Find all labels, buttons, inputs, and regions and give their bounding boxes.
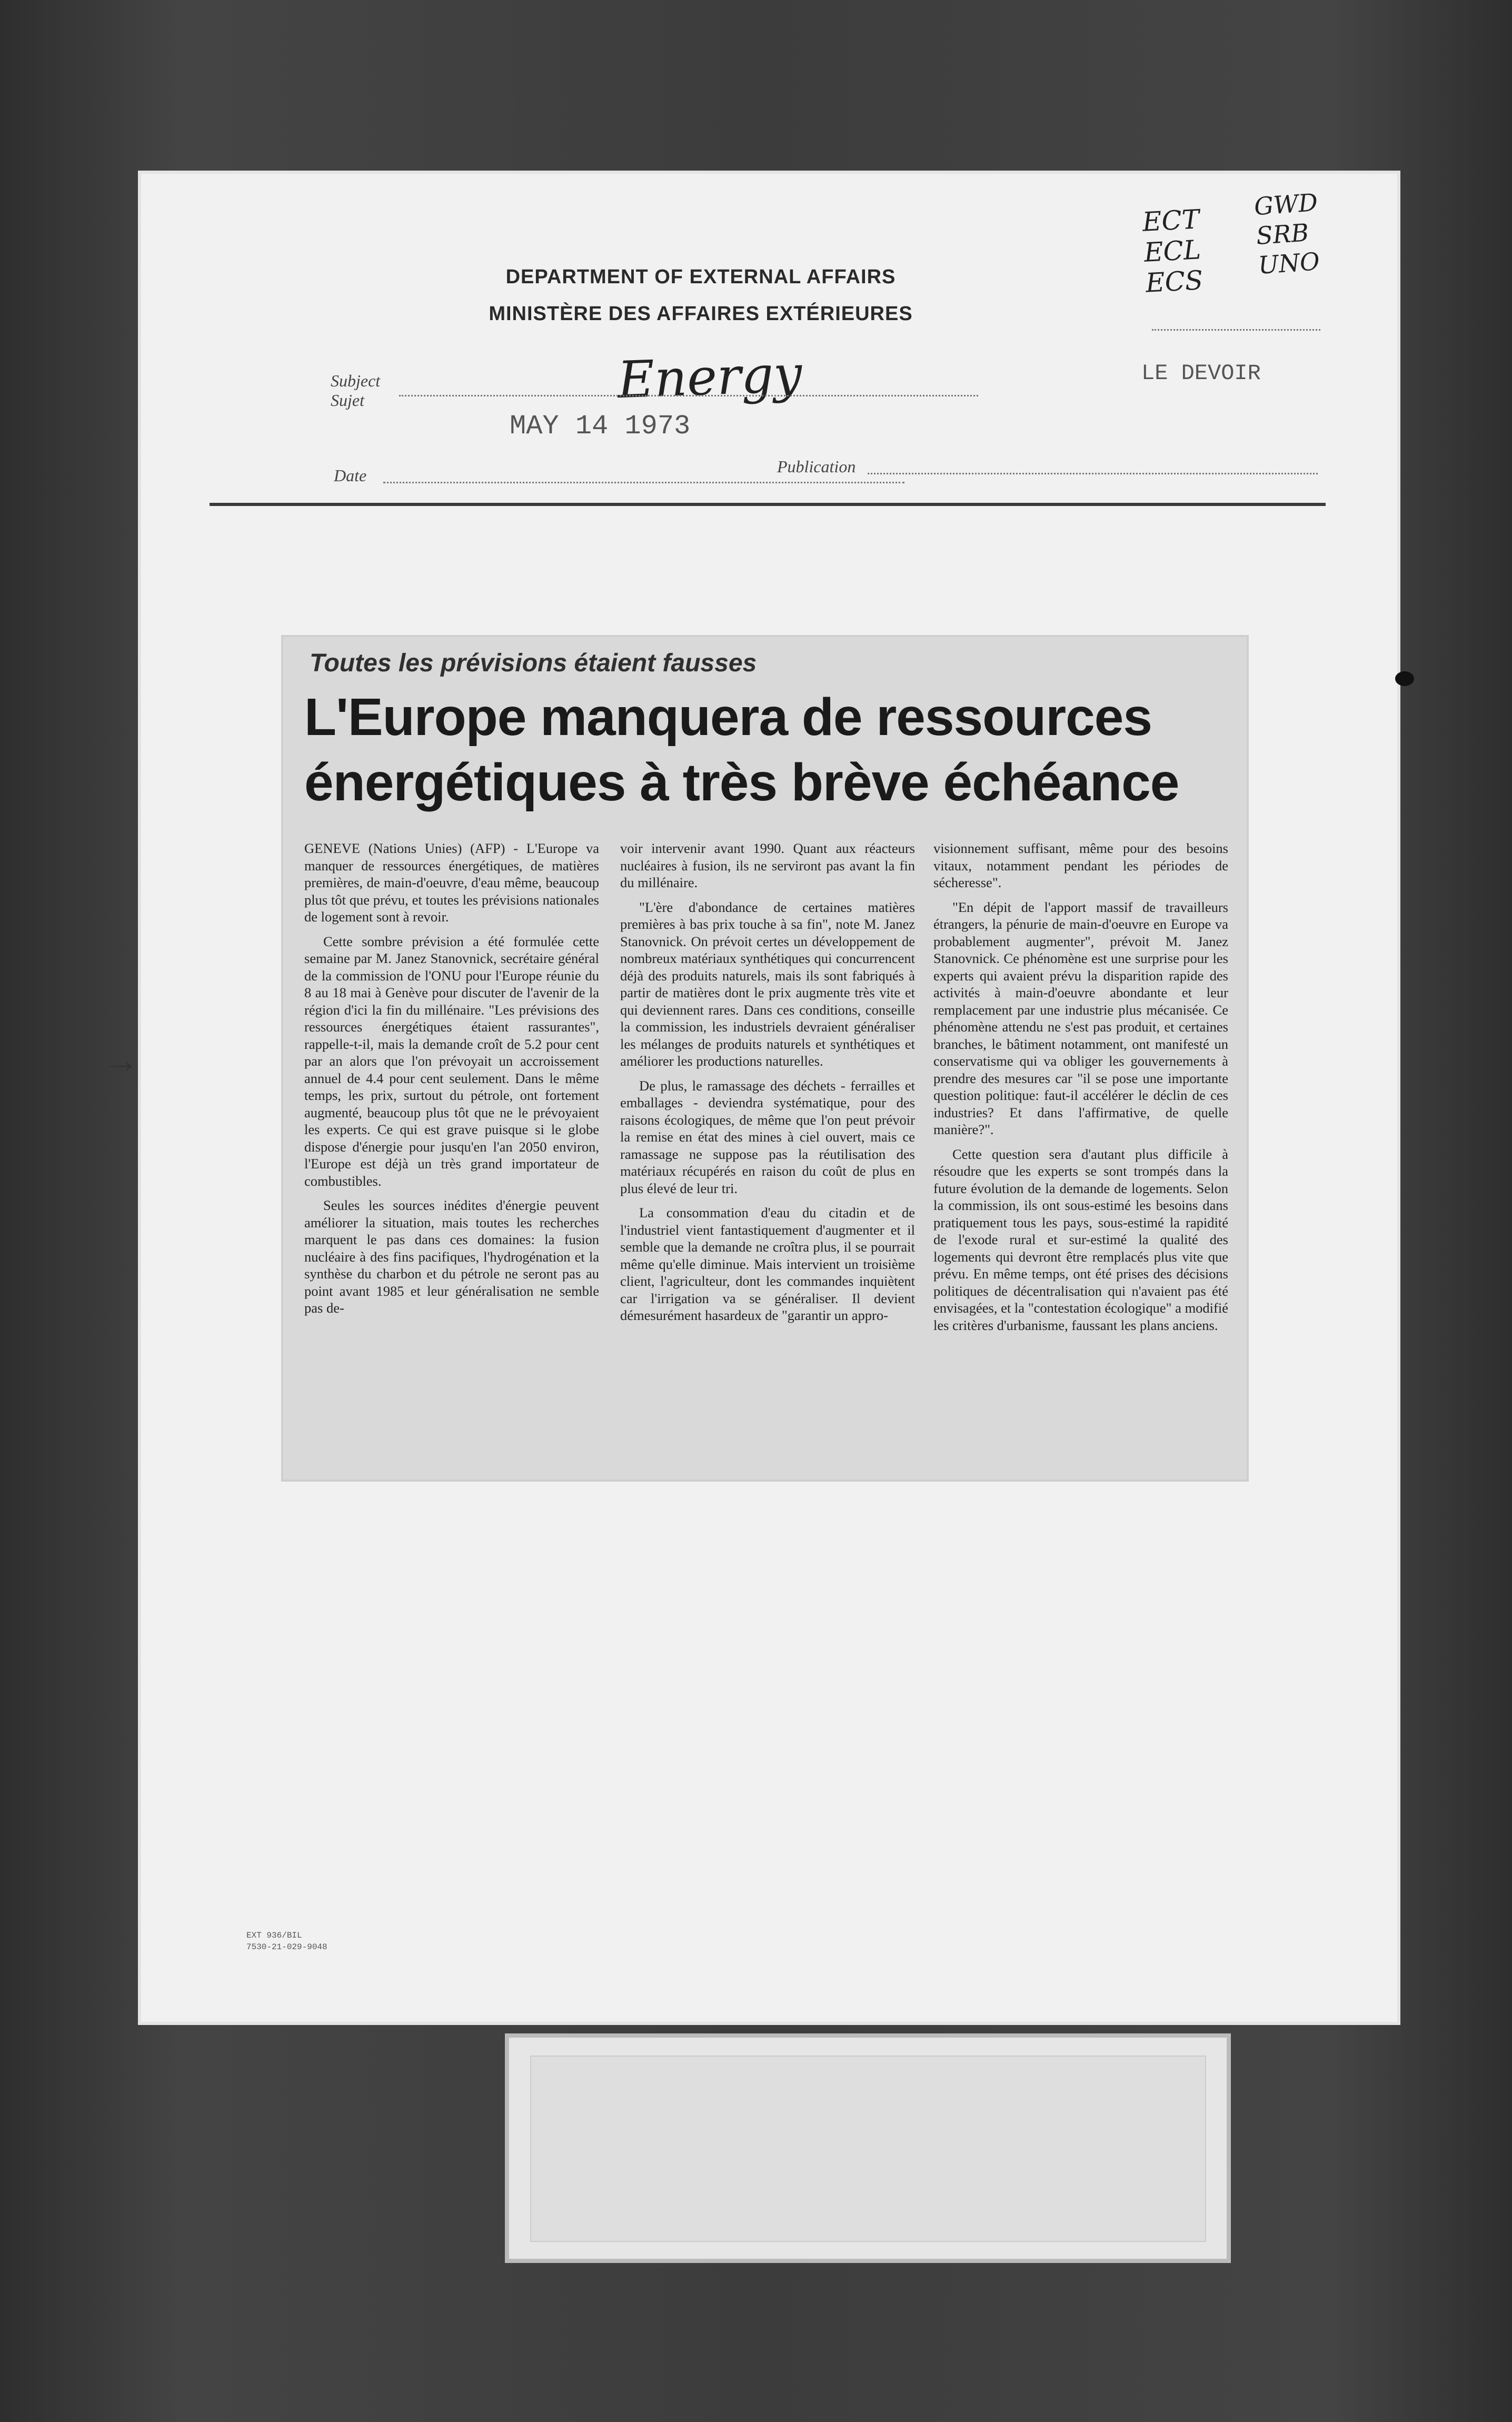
code-srb: SRB [1255, 218, 1310, 251]
code-ecl: ECL [1143, 234, 1202, 268]
article-column-2 [620, 840, 915, 1332]
form-code [246, 1930, 327, 1953]
code-gwd: GWD [1253, 187, 1319, 221]
article-column-3 [933, 840, 1228, 1341]
col2-paragraph: voir intervenir avant 1990. Quant aux réacteurs nucléaires à fusion, ils ne serviront pas avant la fin du millénaire. [620, 840, 915, 890]
code-uno: UNO [1257, 247, 1321, 280]
form-code-line-2: 7530-21-029-9048 [246, 1942, 327, 1952]
article-headline: L'Europe manquera de ressources énergétiques à très brève échéance [304, 688, 1179, 812]
date-label: Date [334, 466, 367, 485]
newspaper-clipping [283, 637, 1247, 1480]
blank-card [509, 2038, 1227, 2259]
article-column-1 [304, 840, 599, 1324]
col1-paragraph: Seules les sources inédites d'énergie peuvent améliorer la situation, mais toutes les recherches marquent le pas dans ces domaines: la fusion nucléaire à des fins pacifiques, l'hydrogénation et la synthèse du charbon et du pétrole ne seront pas au point avant 1985 et leur généralisation ne semble pas de- [304, 1197, 599, 1316]
col2-paragraph: La consommation d'eau du citadin et de l'industriel vient fantastiquement d'augmenter et il semble que la demande ne croîtra plus, il se pourrait même qu'elle diminue. Mais intervient un troisième client, l'agriculteur, dont les commandes inquiètent car l'irrigation va se généraliser. Il devient démesurément hasardeux de "garantir un appro- [620, 1205, 915, 1323]
col2-paragraph: De plus, le ramassage des déchets - ferrailles et emballages - deviendra systématique, pour des raisons écologiques, de même que l'on peut prévoir la remise en état des mines à ciel ouvert, mais ce ramassage ne suppose pas la réutilisation des matériaux récupérés en raison du coût de plus en plus élevé de leur tri. [620, 1077, 915, 1196]
code-ecs: ECS [1145, 265, 1204, 299]
department-header-en: DEPARTMENT OF EXTERNAL AFFAIRS [505, 266, 896, 288]
col3-paragraph: "En dépit de l'apport massif de travailleurs étrangers, la pénurie de main-d'oeuvre en Europe va probablement augmenter", prévoit M. Janez Stanovnick. Ce phénomène est une surprise pour les experts qui avaient prévu la disparition rapide des activités à main-d'oeuvre abondante et leur remplacement par une industrie plus mécanisée. Ce phénomène attendu ne s'est pas produit, et certaines branches, le bâtiment notamment, ont manifesté un conservatisme qui va obliger les gouvernements à prendre des mesures car "il se pose une importante question politique: faut-il accélérer le déclin de ces industries? Et dans l'affirmative, de quelle manière?". [933, 899, 1228, 1137]
subject-label: Subject [331, 371, 381, 390]
col2-paragraph: "L'ère d'abondance de certaines matières premières à bas prix touche à sa fin", note M. Janez Stanovnick. On prévoit certes un développement de nombreux matériaux synthétiques qui concurrencent déjà des produits naturels, mais ils sont fabriqués à partir de matières dont le prix augmente très vite et qui deviennent rares. Dans ces conditions, conseille la commission, les industriels devraient généraliser les mélanges de produits naturels et synthétiques et améliorer les productions naturelles. [620, 899, 915, 1069]
form-code-line-1: EXT 936/BIL [246, 1931, 302, 1940]
subject-dotted-line [399, 395, 978, 396]
date-dotted-line [383, 482, 904, 483]
col3-paragraph: visionnement suffisant, même pour des besoins vitaux, notamment pendant les périodes de sécheresse". [933, 840, 1228, 890]
publication-dotted-line [868, 473, 1318, 474]
col1-paragraph: Cette sombre prévision a été formulée cette semaine par M. Janez Stanovnick, secrétaire général de la commission de l'ONU pour l'Europe réunie du 8 au 18 mai à Genève pour discuter de l'avenir de la région d'ici la fin du millénaire. "Les prévisions des ressources énergétiques étaient rassurantes", rappelle-t-il, mais la demande croît de 5.2 pour cent par an alors que l'on prévoyait un accroissement annuel de 4.4 pour cent seulement. Dans le même temps, les prix, surtout du pétrole, ont fortement augmenté, beaucoup plus tôt que ne le prévoyaient les experts. Ce qui est grave puisque si le globe dispose d'énergie pour jusqu'en l'an 2050 environ, l'Europe est déjà un très grand importateur de combustibles. [304, 933, 599, 1189]
article-kicker: Toutes les prévisions étaient fausses [310, 649, 757, 677]
blank-card-inner [530, 2056, 1206, 2242]
margin-arrow-icon: → [103, 1040, 140, 1081]
code-ect: ECT [1141, 204, 1200, 237]
codes-dotted-line [1152, 329, 1320, 331]
subject-handwritten: Energy [616, 344, 803, 410]
film-smudge [1395, 671, 1414, 686]
department-header-fr: MINISTÈRE DES AFFAIRES EXTÉRIEURES [489, 303, 913, 325]
date-stamp: MAY 14 1973 [510, 411, 691, 442]
header-rule [210, 503, 1326, 506]
col1-paragraph: GENEVE (Nations Unies) (AFP) - L'Europe va manquer de ressources énergétiques, de matières premières, de main-d'oeuvre, d'eau même, beaucoup plus tôt que prévu, et toutes les prévisions nationales de logement sont à revoir. [304, 840, 599, 925]
publication-label: Publication [773, 457, 860, 477]
clipping-form-sheet [141, 174, 1397, 2022]
publication-stamp: LE DEVOIR [1141, 361, 1261, 386]
sujet-label: Sujet [331, 391, 364, 410]
col3-paragraph: Cette question sera d'autant plus difficile à résoudre que les experts se sont trompés dans la future évolution de la demande de logements. Selon la commission, ils ont sous-estimé les besoins dans pratiquement tous les pays, sous-estimé la rapidité de l'exode rural et sur-estimé la qualité des logements qui devront être remplacés plus vite que prévu. En même temps, ont été prises des décisions politiques de décentralisation qui n'avaient pas été envisagées, et la "contestation écologique" a modifié les critères d'urbanisme, faussant les plans anciens. [933, 1146, 1228, 1333]
